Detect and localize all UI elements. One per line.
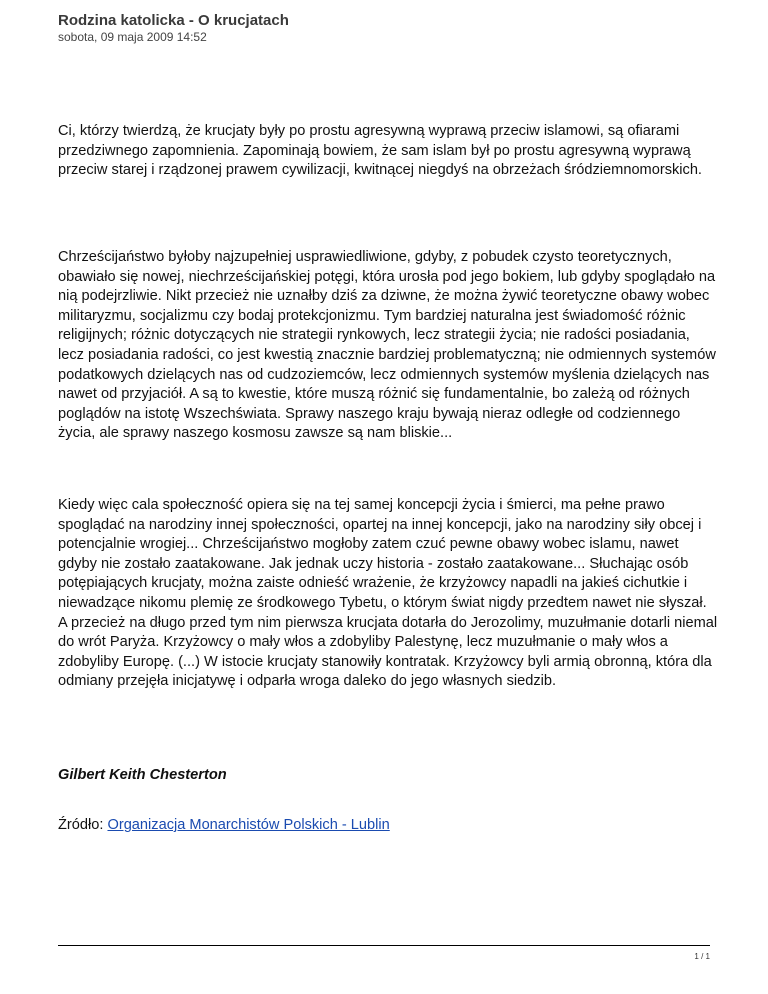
page-title: Rodzina katolicka - O krucjatach <box>58 12 289 29</box>
document-header <box>58 12 289 45</box>
article-paragraph-2: Chrześcijaństwo byłoby najzupełniej usprawiedliwione, gdyby, z pobudek czysto teoretycznych, obawiało się nowej, niechrześcijańskiej potęgi, która urosła pod jego bokiem, lub gdyby spoglądało na nią podejrzliwie. Nikt przecież nie uznałby dziś za dziwne, że można żywić teoretyczne obawy wobec militaryzmu, socjalizmu czy bodaj protekcjonizmu. Tym bardziej naturalna jest świadomość różnic religijnych; różnic dotyczących nie strategii rynkowych, lecz strategii życia; nie radości posiadania, lecz posiadania radości, co jest kwestią znacznie bardziej problematyczną; nie odmiennych systemów podatkowych dzielących nas od cudzoziemców, lecz odmiennych systemów myślenia dzielących nas nawet od przyjaciół. A są to kwestie, które muszą różnić się fundamentalnie, bo zależą od różnych poglądów na istotę Wszechświata. Sprawy naszego kraju bywają nieraz odległe od codziennego życia, ale sprawy naszego kosmosu zawsze są nam bliskie... <box>58 249 716 442</box>
article-paragraph-3: Kiedy więc cala społeczność opiera się na tej samej koncepcji życia i śmierci, ma pełne prawo spoglądać na narodziny innej społeczności, opartej na innej koncepcji, jako na narodziny siły obcej i potencjalnie wrogiej... Chrześcijaństwo mogłoby zatem czuć pewne obawy wobec islamu, nawet gdyby nie zostało zaatakowane. Jak jednak uczy historia - zostało zaatakowane... Słuchając osób potępiających krucjaty, można zaiste odnieść wrażenie, że krzyżowcy napadli na jakieś cichutkie i niewadzące nikomu plemię ze środkowego Tybetu, o którym świat nigdy przedtem nawet nie słyszał. A przecież na długo przed tym nim pierwsza krucjata dotarła do Jerozolimy, muzułmanie dotarli niemal do wrót Paryża. Krzyżowcy o mały włos a zdobyliby Palestynę, lecz muzułmanie o mały włos a zdobyliby Europę. (...) W istocie krucjaty stanowiły kontratak. Krzyżowcy byli armią obronną, która dla odmiany przejęła inicjatywę i odparła wroga daleko do jego własnych siedzib. <box>58 497 718 690</box>
page-number: 1 / 1 <box>694 952 710 961</box>
source-line <box>58 816 718 836</box>
author-name: Gilbert Keith Chesterton <box>58 767 227 783</box>
source-label: Źródło: <box>58 817 108 833</box>
article-paragraph-1: Ci, którzy twierdzą, że krucjaty były po prostu agresywną wyprawą przeciw islamowi, są ofiarami przedziwnego zapomnienia. Zapominają bowiem, że sam islam był po prostu agresywną wyprawą przeciw starej i rządzonej prawem cywilizacji, kwitnącej niegdyś na obrzeżach śródziemnomorskich. <box>58 123 702 179</box>
publish-date: sobota, 09 maja 2009 14:52 <box>58 30 207 44</box>
footer-divider <box>58 945 710 946</box>
source-link[interactable]: Organizacja Monarchistów Polskich - Lublin <box>107 817 390 833</box>
